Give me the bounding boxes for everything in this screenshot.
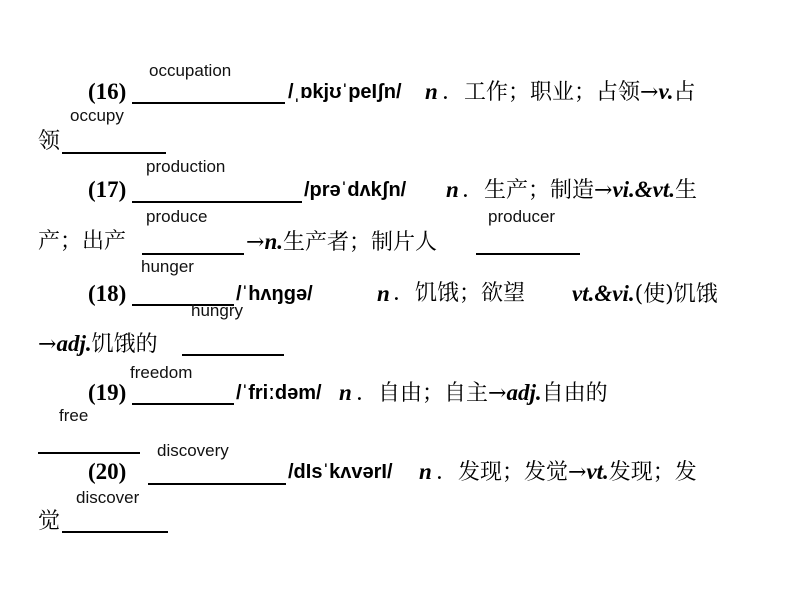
answer-freedom: freedom xyxy=(130,363,193,382)
pos-20: n xyxy=(419,459,432,484)
fill-blank-19[interactable] xyxy=(132,403,234,405)
item-number-17: (17) xyxy=(88,177,127,202)
continuation-17: 产；出产 xyxy=(38,229,127,254)
item-number-18: (18) xyxy=(88,281,127,306)
phonetic-20: /dIsˈkʌvərI/ xyxy=(288,461,393,483)
meaning-16: ．工作；职业；占领→v.占 xyxy=(442,79,696,105)
meaning-20: ．发现；发觉→vt.发现；发 xyxy=(436,459,697,485)
phonetic-18: /ˈhʌŋgə/ xyxy=(236,283,313,305)
phonetic-17: /prəˈdʌkʃn/ xyxy=(304,179,407,201)
meaning-19: ．自由；自主→adj.自由的 xyxy=(356,380,608,406)
pos-18: n xyxy=(377,281,390,306)
fill-blank-20-derived[interactable] xyxy=(62,531,168,533)
answer-discover: discover xyxy=(76,488,140,507)
pos-16: n xyxy=(425,79,438,104)
fill-blank-20[interactable] xyxy=(148,483,286,485)
continuation-20: 觉 xyxy=(38,509,61,534)
continuation-16: 领 xyxy=(38,129,61,154)
item-number-20: (20) xyxy=(88,459,127,484)
answer-hunger: hunger xyxy=(141,257,194,276)
pos-17: n xyxy=(446,177,459,202)
answer-occupy: occupy xyxy=(70,106,124,125)
pos-19: n xyxy=(339,380,352,405)
fill-blank-16-derived[interactable] xyxy=(62,152,166,154)
meaning-17-b: →n.生产者；制片人 xyxy=(246,229,437,255)
meaning-18: ．饥饿；欲望 xyxy=(393,281,526,306)
fill-blank-17-derived[interactable] xyxy=(142,253,244,255)
answer-hungry: hungry xyxy=(191,301,243,320)
phonetic-16: /ˌɒkjʊˈpeIʃn/ xyxy=(288,81,402,103)
answer-free: free xyxy=(59,406,89,425)
meaning-18-b: vt.&vi.(使)饥饿 xyxy=(572,281,718,307)
answer-occupation: occupation xyxy=(149,61,232,80)
phonetic-19: /ˈfriːdəm/ xyxy=(236,382,322,404)
answer-discovery: discovery xyxy=(157,441,229,460)
fill-blank-19-derived[interactable] xyxy=(38,452,140,454)
continuation-18: →adj.饥饿的 xyxy=(38,331,158,357)
fill-blank-17-derived-b[interactable] xyxy=(476,253,580,255)
answer-production: production xyxy=(146,157,226,176)
fill-blank-18-derived[interactable] xyxy=(182,354,284,356)
answer-produce: produce xyxy=(146,207,208,226)
answer-producer: producer xyxy=(488,207,556,226)
item-number-16: (16) xyxy=(88,79,127,104)
fill-blank-17[interactable] xyxy=(132,201,302,203)
fill-blank-16[interactable] xyxy=(132,102,285,104)
meaning-17: ．生产；制造→vi.&vt.生 xyxy=(462,177,698,203)
item-number-19: (19) xyxy=(88,380,127,405)
